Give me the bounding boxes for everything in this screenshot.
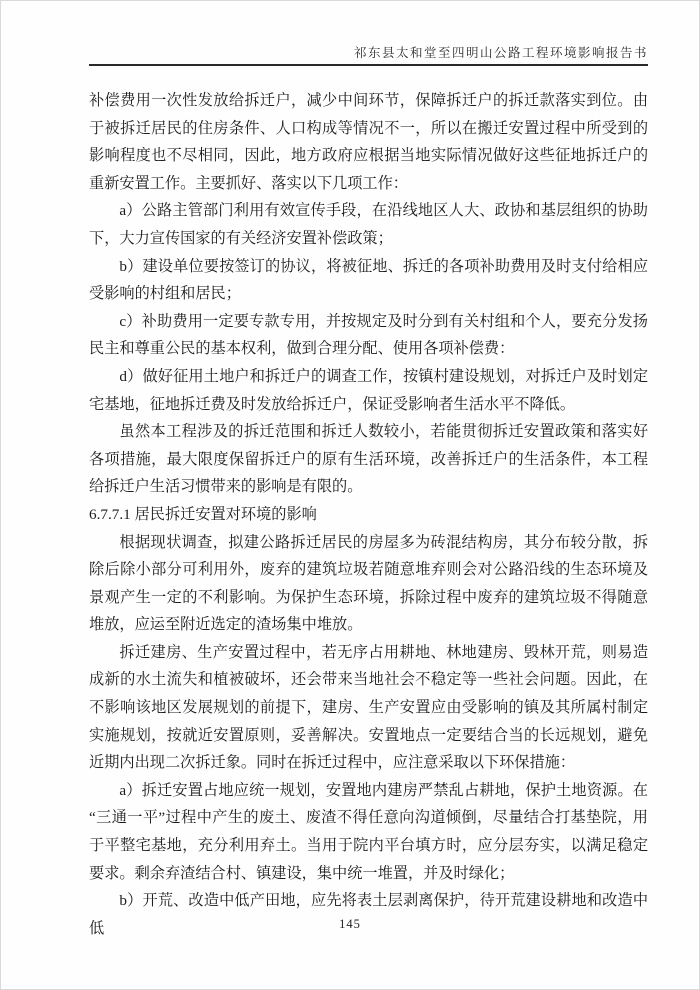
document-body (89, 87, 648, 942)
list-item-c: c）补助费用一定要专款专用，并按规定及时分到有关村组和个人，要充分发扬民主和尊重公民的基本权利，做到合理分配、使用各项补偿费： (89, 312, 648, 358)
list-item-a: a）公路主管部门利用有效宣传手段，在沿线地区人大、政协和基层组织的协助下，大力宣传国家的有关经济安置补偿政策； (89, 202, 648, 247)
header-report-title: 祁东县太和堂至四明山公路工程环境影响报告书 (353, 46, 648, 60)
paragraph-survey: 根据现状调查，拟建公路拆迁居民的房屋多为砖混结构房，其分布较分散，拆除后除小部分可利用外，废弃的建筑垃圾若随意堆弃则会对公路沿线的生态环境及景观产生一定的不利影响。为保护生态环境，拆除过程中废弃的建筑垃圾不得随意堆放，应运至附近选定的渣场集中堆放。 (89, 533, 648, 634)
measure-item-b: b）开荒、改造中低产田地，应先将表土层剥离保护，待开荒建设耕地和改造中低 (89, 892, 648, 937)
section-heading-6-7-7-1: 6.7.7.1 居民拆迁安置对环境的影响 (89, 505, 317, 523)
paragraph-continuation: 补偿费用一次性发放给拆迁户，减少中间环节，保障拆迁户的拆迁款落实到位。由于被拆迁居民的住房条件、人口构成等情况不一，所以在搬迁安置过程中所受到的影响程度也不尽相同，因此，地方政府应根据当地实际情况做好这些征地拆迁户的重新安置工作。主要抓好、落实以下几项工作： (89, 92, 648, 192)
page-number: 145 (339, 917, 361, 931)
measure-item-a: a）拆迁安置占地应统一规划，安置地内建房严禁乱占耕地，保护土地资源。在“三通一平”过程中产生的废土、废渣不得任意向沟道倾倒，尽量结合打基垫院，用于平整宅基地，充分利用弃土。当用于院内平台填方时，应分层夯实，以满足稳定要求。剩余弃渣结合村、镇建设，集中统一堆置，并及时绿化； (89, 781, 648, 882)
list-item-d: d）做好征用土地户和拆迁户的调查工作，按镇村建设规划，对拆迁户及时划定宅基地，征地拆迁费及时发放给拆迁户，保证受影响者生活水平不降低。 (89, 367, 648, 413)
header-divider (89, 64, 648, 66)
list-item-b: b）建设单位要按签订的协议，将被征地、拆迁的各项补助费用及时支付给相应受影响的村组和居民； (89, 257, 648, 303)
paragraph-summary: 虽然本工程涉及的拆迁范围和拆迁人数较小，若能贯彻拆迁安置政策和落实好各项措施，最大限度保留拆迁户的原有生活环境，改善拆迁户的生活条件，本工程给拆迁户生活习惯带来的影响是有限的。 (89, 423, 648, 496)
paragraph-resettlement: 拆迁建房、生产安置过程中，若无序占用耕地、林地建房、毁林开荒，则易造成新的水土流失和植被破坏，还会带来当地社会不稳定等一些社会问题。因此，在不影响该地区发展规划的前提下，建房、生产安置应由受影响的镇及其所属村制定实施规划，按就近安置原则，妥善解决。安置地点一定要结合当的长远规划，避免近期内出现二次拆迁象。同时在拆迁过程中，应注意采取以下环保措施： (89, 643, 648, 772)
